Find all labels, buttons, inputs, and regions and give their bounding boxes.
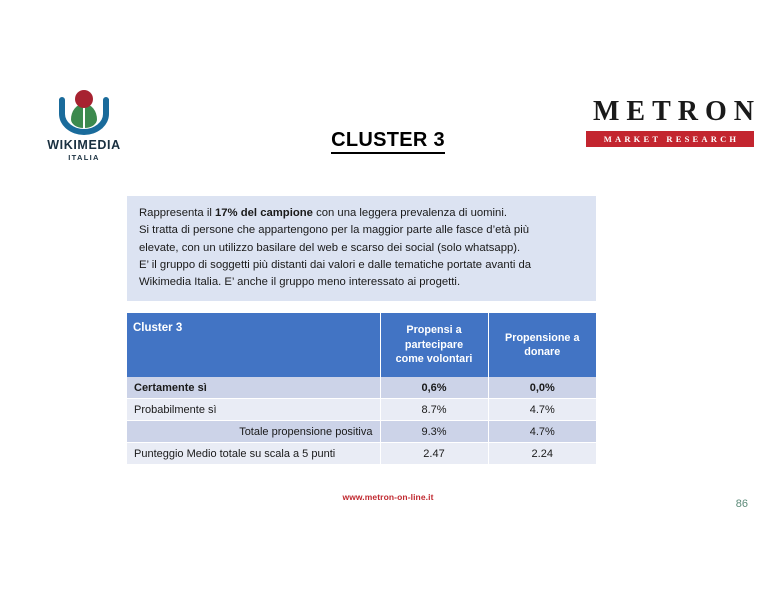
logo-ring-right-tip <box>103 97 109 111</box>
table-row <box>127 421 596 443</box>
table-header-donate <box>488 313 596 377</box>
description-line-1-prefix: Rappresenta il <box>139 207 215 219</box>
description-line-5: Wikimedia Italia. E’ anche il gruppo meno interessato ai progetti. <box>139 276 461 289</box>
description-line-3: elevate, con un utilizzo basilare del web e scarso dei social (solo whatsapp). <box>139 241 521 254</box>
table-row <box>127 443 596 465</box>
wikimedia-logo-subtitle: ITALIA <box>68 152 100 162</box>
table-header-donate-line1: Propensione a <box>505 331 580 344</box>
table-cell-volunteer-value: 0,6% <box>380 377 488 399</box>
logo-red-dot <box>75 90 93 108</box>
logo-ring-left-tip <box>59 97 65 111</box>
description-line-1-highlight: 17% del campione <box>214 207 313 219</box>
table-cell-donate-value: 4.7% <box>488 399 596 421</box>
page-title-text: CLUSTER 3 <box>331 129 445 154</box>
metron-logo-wordmark: METRON <box>593 96 761 127</box>
table-cell-donate-value: 0,0% <box>488 377 596 399</box>
table-cell-label: Punteggio Medio totale su scala a 5 punti <box>127 443 380 465</box>
cluster-propensity-table <box>127 313 596 465</box>
description-line-2: Si tratta di persone che appartengono per la maggior parte alle fasce d’età più <box>139 224 529 237</box>
table-cell-volunteer-value: 8.7% <box>380 399 488 421</box>
wikimedia-logo-name: WIKIMEDIA <box>47 138 121 152</box>
table-header-volunteer <box>380 313 488 377</box>
table-cell-donate-value: 2.24 <box>488 443 596 465</box>
table-body <box>127 377 596 465</box>
footer-website-url[interactable]: www.metron-on-line.it <box>342 492 434 502</box>
page-number: 86 <box>735 498 748 510</box>
table-header-cluster: Cluster 3 <box>127 313 380 377</box>
description-line-1 <box>139 205 584 222</box>
description-line-1-suffix: con una leggera prevalenza di uomini. <box>312 207 507 219</box>
table-row <box>127 377 596 399</box>
table-cell-label: Probabilmente sì <box>127 399 380 421</box>
table-header-row <box>127 313 596 377</box>
table-header-volunteer-line3: come volontari <box>395 353 473 366</box>
table-cell-label: Totale propensione positiva <box>127 421 380 443</box>
metron-logo-tagline: MARKET RESEARCH <box>586 131 754 147</box>
table-cell-volunteer-value: 2.47 <box>380 443 488 465</box>
cluster-description-box <box>127 196 596 301</box>
table-header-volunteer-line1: Propensi a <box>406 324 462 337</box>
page-title <box>0 129 776 152</box>
table-row <box>127 399 596 421</box>
table-cell-volunteer-value: 9.3% <box>380 421 488 443</box>
table-header-volunteer-line2: partecipare <box>404 338 464 351</box>
table-cell-label: Certamente sì <box>127 377 380 399</box>
table-header-donate-line2: donare <box>524 346 561 358</box>
table-cell-donate-value: 4.7% <box>488 421 596 443</box>
description-line-4: E’ il gruppo di soggetti più distanti dai valori e dalle tematiche portate avanti da <box>139 258 532 271</box>
